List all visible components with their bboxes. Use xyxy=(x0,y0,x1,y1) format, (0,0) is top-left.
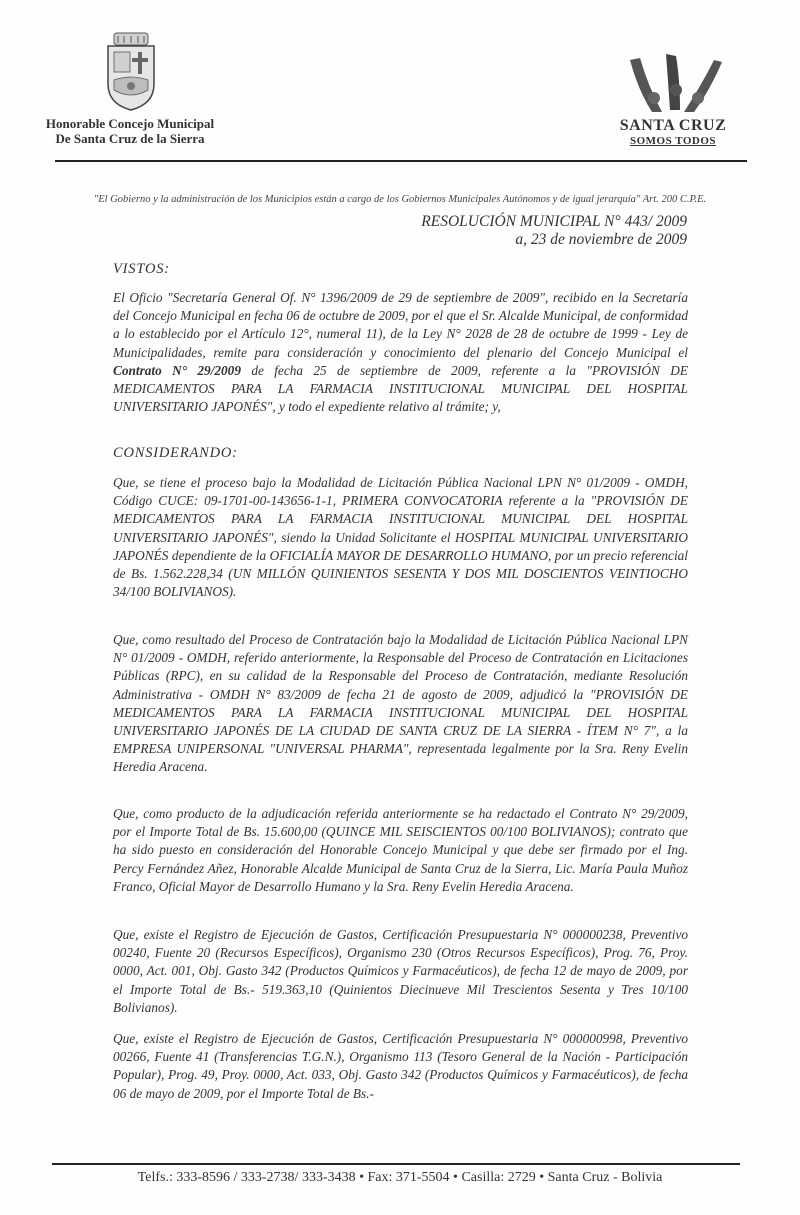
vistos-contract-number: Contrato N° 29/2009 xyxy=(113,362,241,378)
considerando-paragraph-5: Que, existe el Registro de Ejecución de Gastos, Certificación Presupuestaria N° 000000998, Preventivo 00266, Fuente 41 (Transferencias T.G.N.), Organismo 113 (Tesoro General de la Nación - Participación Popular), Prog. 49, Proy. 0000, Act. 033, Obj. Gasto 342 (Productos Químicos y Farmacéuticos), de fecha 06 de mayo de 2009, por el Importe Total de Bs.- xyxy=(113,1031,688,1101)
considerando-paragraph-2: Que, como resultado del Proceso de Contratación bajo la Modalidad de Licitación Pública Nacional LPN N° 01/2009 - OMDH, referido anteriormente, la Responsable del Proceso de Contratación en Licitaciones Públicas (RPC), en su calidad de la Responsable del Proceso de Contratación, mediante Resolución Administrativa - OMDH N° 83/2009 de fecha 21 de agosto de 2009, adjudicó la "PROVISIÓN DE MEDICAMENTOS PARA LA FARMACIA INSTITUCIONAL MUNICIPAL DEL HOSPITAL UNIVERSITARIO JAPONÉS DE LA CIUDAD DE SANTA CRUZ DE LA SIERRA - ÍTEM N° 7", a la EMPRESA UNIPERSONAL "UNIVERSAL PHARMA", representada legalmente por la Sra. Reny Evelin Heredia Aracena. xyxy=(113,632,688,775)
resolution-title: RESOLUCIÓN MUNICIPAL N° 443/ 2009 xyxy=(421,213,687,230)
logo-text-secondary: SOMOS TODOS xyxy=(629,135,717,147)
vistos-heading: VISTOS: xyxy=(113,261,170,277)
footer-divider xyxy=(52,1163,740,1165)
vistos-text-before: El Oficio "Secretaría General Of. N° 1396/2009 de 29 de septiembre de 2009", recibido en la Secretaría del Concejo Municipal en fecha 06 de octubre de 2009, por el que el Sr. Alcalde Municipal, de conformidad a lo establecido por el Artículo 12°, numeral 11), de la Ley N° 2028 de 28 de octubre de 1999 - Ley de Municipalidades, remite para consideración y conocimiento del plenario del Concejo Municipal el xyxy=(113,290,688,360)
council-name xyxy=(40,116,220,146)
considerando-paragraph-4: Que, existe el Registro de Ejecución de Gastos, Certificación Presupuestaria N° 000000238, Preventivo 00240, Fuente 20 (Recursos Específicos), Organismo 230 (Otros Recursos Específicos), Prog. 76, Proy. 0000, Act. 001, Obj. Gasto 342 (Productos Químicos y Farmacéuticos), de fecha 12 de mayo de 2009, por el Importe Total de Bs.- 519.363,10 (Quinientos Diecinueve Mil Trescientos Sesenta y Tres 10/100 Bolivianos). xyxy=(113,927,688,1015)
footer-contact: Telfs.: 333-8596 / 333-2738/ 333-3438 • Fax: 371-5504 • Casilla: 2729 • Santa Cruz - Bolivia xyxy=(137,1170,663,1185)
logo-text-primary: SANTA CRUZ xyxy=(619,117,727,134)
considerando-paragraph-1: Que, se tiene el proceso bajo la Modalidad de Licitación Pública Nacional LPN N° 01/2009 - OMDH, Código CUCE: 09-1701-00-143656-1-1, PRIMERA CONVOCATORIA referente a la "PROVISIÓN DE MEDICAMENTOS PARA LA FARMACIA INSTITUCIONAL MUNICIPAL DEL HOSPITAL UNIVERSITARIO JAPONÉS", siendo la Unidad Solicitante el HOSPITAL MUNICIPAL UNIVERSITARIO JAPONÉS dependiente de la OFICIALÍA MAYOR DE DESARROLLO HUMANO, por un precio referencial de Bs. 1.562.228,34 (UN MILLÓN QUINIENTOS SESENTA Y DOS MIL DOSCIENTOS VEINTIOCHO 34/100 BOLIVIANOS). xyxy=(113,475,688,600)
council-name-line1: Honorable Concejo Municipal xyxy=(45,116,215,131)
header-divider xyxy=(55,160,747,162)
vistos-text-after: de fecha 25 de septiembre de 2009, referente a la "PROVISIÓN DE MEDICAMENTOS PARA LA FARMACIA INSTITUCIONAL MUNICIPAL DEL HOSPITAL UNIVERSITARIO JAPONÉS", y todo el expediente relativo al trámite; y, xyxy=(113,362,688,415)
resolution-date: a, 23 de noviembre de 2009 xyxy=(515,231,687,248)
header-motto: "El Gobierno y la administración de los Municipios están a cargo de los Gobiernos Municipales Autónomos y de igual jerarquía" Art. 200 C.P.E. xyxy=(93,194,707,205)
vistos-paragraph xyxy=(113,289,688,416)
considerando-heading: CONSIDERANDO: xyxy=(113,445,238,461)
municipal-crest-icon xyxy=(100,30,162,112)
considerando-paragraph-3: Que, como producto de la adjudicación referida anteriormente se ha redactado el Contrato N° 29/2009, por el Importe Total de Bs. 15.600,00 (QUINCE MIL SEISCIENTOS 00/100 BOLIVIANOS); contrato que ha sido puesto en consideración del Honorable Concejo Municipal y que debe ser firmado por el Ing. Percy Fernández Añez, Honorable Alcalde Municipal de Santa Cruz de la Sierra, Lic. María Paula Muñoz Franco, Oficial Mayor de Desarrollo Humano y la Sra. Reny Evelin Heredia Aracena. xyxy=(113,806,688,894)
council-name-line2: De Santa Cruz de la Sierra xyxy=(55,131,205,146)
